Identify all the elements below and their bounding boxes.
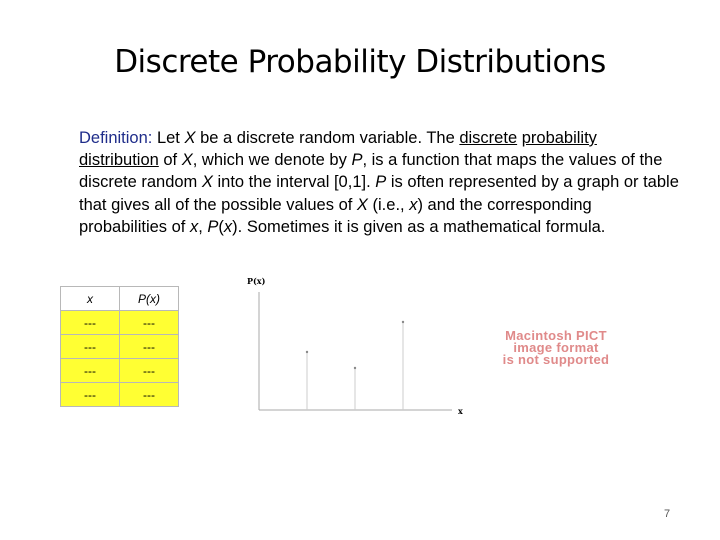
- table-cell: ---: [120, 359, 179, 383]
- table-cell: ---: [120, 383, 179, 407]
- plot-point: [354, 367, 356, 369]
- var-X: X: [201, 173, 213, 192]
- table-row: [61, 311, 179, 335]
- var-P: P: [351, 151, 363, 170]
- table-row: [61, 335, 179, 359]
- table-row: [61, 383, 179, 407]
- var-x: x: [189, 217, 199, 236]
- definition-text: ) and the corresponding probabilities of: [79, 195, 592, 236]
- table-cell: ---: [120, 335, 179, 359]
- var-x: x: [223, 217, 233, 236]
- definition-label: Definition:: [79, 129, 153, 147]
- placeholder-line: is not supported: [502, 352, 610, 367]
- definition-text: is often represented by a graph or table that gives all of the possible values of: [79, 173, 679, 214]
- definition-text: Let: [152, 129, 185, 147]
- plot-ylabel: P(x): [247, 276, 266, 286]
- definition-text: of: [158, 151, 182, 170]
- definition-text: ). Sometimes it is given as a mathematical formula.: [232, 217, 606, 236]
- var-X: X: [184, 129, 196, 147]
- plot-xlabel: x: [458, 406, 463, 416]
- table-header-row: [61, 287, 179, 311]
- plot-point: [306, 351, 308, 353]
- table-header-x: x: [61, 287, 120, 311]
- stem-plot: [244, 272, 474, 422]
- table-cell: ---: [61, 359, 120, 383]
- slide-title: Discrete Probability Distributions: [114, 44, 606, 80]
- placeholder-line: image format: [513, 340, 599, 355]
- table-cell: ---: [61, 335, 120, 359]
- term-probability-distribution: probability distribution: [79, 129, 597, 170]
- placeholder-line: Macintosh PICT: [505, 328, 607, 343]
- definition-text: into the interval [0,1].: [212, 173, 376, 192]
- table-cell: ---: [61, 383, 120, 407]
- table-row: [61, 359, 179, 383]
- plot-point: [402, 321, 404, 323]
- definition-text: (: [218, 217, 224, 236]
- definition-text: (i.e.,: [367, 195, 410, 214]
- var-P: P: [375, 173, 387, 192]
- unsupported-image-placeholder: [476, 330, 636, 366]
- probability-table: [60, 286, 179, 407]
- table-cell: ---: [61, 311, 120, 335]
- var-X: X: [356, 195, 368, 214]
- var-x: x: [409, 195, 418, 214]
- term-discrete: discrete: [459, 129, 518, 147]
- definition-text: , which we denote by: [192, 151, 352, 170]
- definition-text: be a discrete random variable. The: [195, 129, 460, 147]
- page-number: 7: [664, 508, 671, 520]
- var-P: P: [207, 217, 219, 236]
- table-cell: ---: [120, 311, 179, 335]
- definition-text: , is a function that maps the values of the discrete random: [79, 151, 663, 192]
- var-X: X: [181, 151, 193, 170]
- table-header-px: P(x): [120, 287, 179, 311]
- definition-text: ,: [198, 217, 208, 236]
- definition-paragraph: [79, 127, 679, 238]
